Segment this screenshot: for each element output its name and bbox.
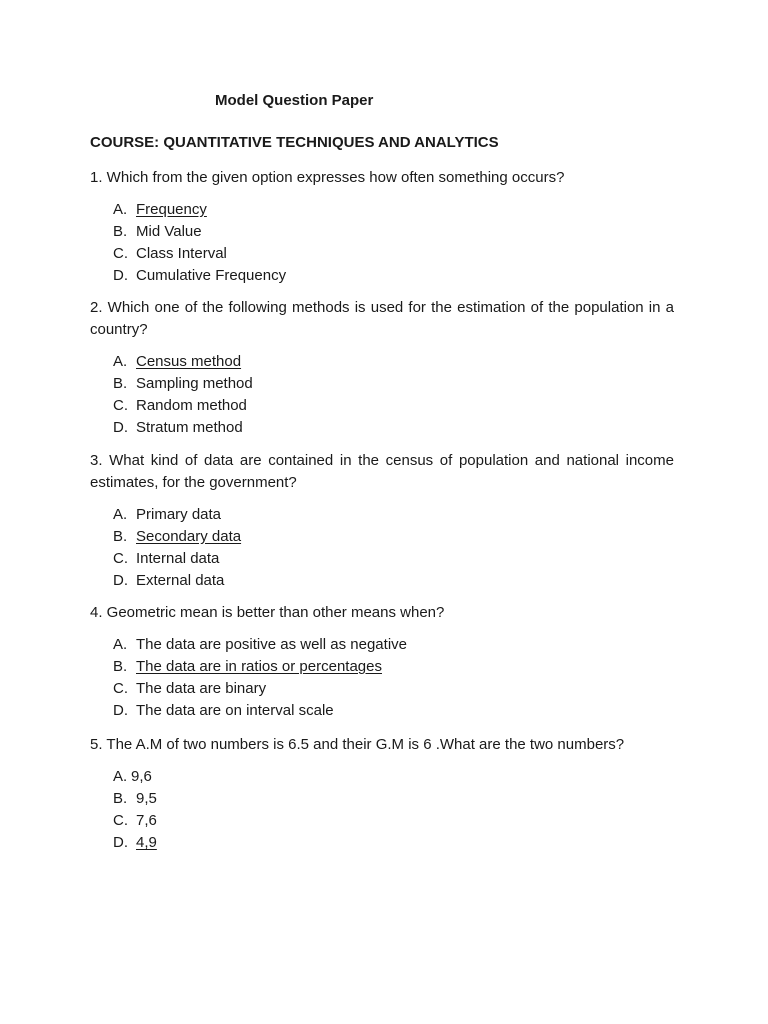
option-letter: A. xyxy=(113,201,128,218)
option-letter: C. xyxy=(113,680,128,697)
option-text: Cumulative Frequency xyxy=(136,267,287,284)
option-c xyxy=(113,678,407,700)
paper-title: Model Question Paper xyxy=(215,92,374,109)
option-letter: C. xyxy=(113,397,128,414)
question-5-text: 5. The A.M of two numbers is 6.5 and their G.M is 6 .What are the two numbers? xyxy=(90,736,625,753)
option-letter: A. xyxy=(113,506,128,523)
option-d xyxy=(113,700,407,722)
option-text: Stratum method xyxy=(136,419,243,436)
option-c xyxy=(113,810,157,832)
option-b xyxy=(113,526,241,548)
option-a xyxy=(113,504,241,526)
option-text: Mid Value xyxy=(136,223,202,240)
option-letter: B. xyxy=(113,790,128,807)
option-text: 9,6 xyxy=(131,768,152,785)
option-c xyxy=(113,548,241,570)
option-c xyxy=(113,243,286,265)
option-text: Secondary data xyxy=(136,528,242,545)
option-text: The data are positive as well as negative xyxy=(136,636,407,653)
option-text: Census method xyxy=(136,353,242,370)
question-3-text: 3. What kind of data are contained in the census of population and national income estimates, for the government? xyxy=(90,452,674,491)
option-letter: D. xyxy=(113,572,128,589)
option-letter: C. xyxy=(113,245,128,262)
option-text: 7,6 xyxy=(136,812,157,829)
option-letter: C. xyxy=(113,550,128,567)
option-a xyxy=(113,766,157,788)
option-letter: B. xyxy=(113,375,128,392)
option-text: Internal data xyxy=(136,550,220,567)
option-text: 4,9 xyxy=(136,834,157,851)
option-letter: C. xyxy=(113,812,128,829)
option-text: Frequency xyxy=(136,201,207,218)
option-b xyxy=(113,373,253,395)
option-text: External data xyxy=(136,572,225,589)
option-text: Sampling method xyxy=(136,375,253,392)
option-letter: D. xyxy=(113,419,128,436)
course-heading: COURSE: QUANTITATIVE TECHNIQUES AND ANALYTICS xyxy=(90,134,499,151)
option-letter: A. xyxy=(113,636,128,653)
question-1-text: 1. Which from the given option expresses how often something occurs? xyxy=(90,169,565,186)
option-text: Random method xyxy=(136,397,247,414)
option-letter: B. xyxy=(113,528,128,545)
option-text: The data are binary xyxy=(136,680,267,697)
question-2-options xyxy=(113,351,253,439)
option-letter: B. xyxy=(113,223,128,240)
question-3-options xyxy=(113,504,241,592)
option-text: Class Interval xyxy=(136,245,227,262)
option-letter: D. xyxy=(113,702,128,719)
option-b xyxy=(113,788,157,810)
option-letter: A. xyxy=(113,353,128,370)
option-a xyxy=(113,634,407,656)
question-2-text: 2. Which one of the following methods is used for the estimation of the population in a country? xyxy=(90,299,674,338)
option-d xyxy=(113,417,253,439)
question-1-options xyxy=(113,199,286,287)
option-text: The data are in ratios or percentages xyxy=(136,658,382,675)
option-letter: D. xyxy=(113,834,128,851)
question-5-options xyxy=(113,766,157,854)
option-letter: D. xyxy=(113,267,128,284)
option-d xyxy=(113,570,241,592)
question-4-text: 4. Geometric mean is better than other means when? xyxy=(90,604,445,621)
option-d xyxy=(113,832,157,854)
option-d xyxy=(113,265,286,287)
option-text: 9,5 xyxy=(136,790,157,807)
option-letter: A. xyxy=(113,768,128,785)
question-4-options xyxy=(113,634,407,722)
option-text: The data are on interval scale xyxy=(136,702,334,719)
option-letter: B. xyxy=(113,658,128,675)
option-b xyxy=(113,221,286,243)
option-a xyxy=(113,199,286,221)
option-c xyxy=(113,395,253,417)
option-b xyxy=(113,656,407,678)
option-a xyxy=(113,351,253,373)
option-text: Primary data xyxy=(136,506,222,523)
